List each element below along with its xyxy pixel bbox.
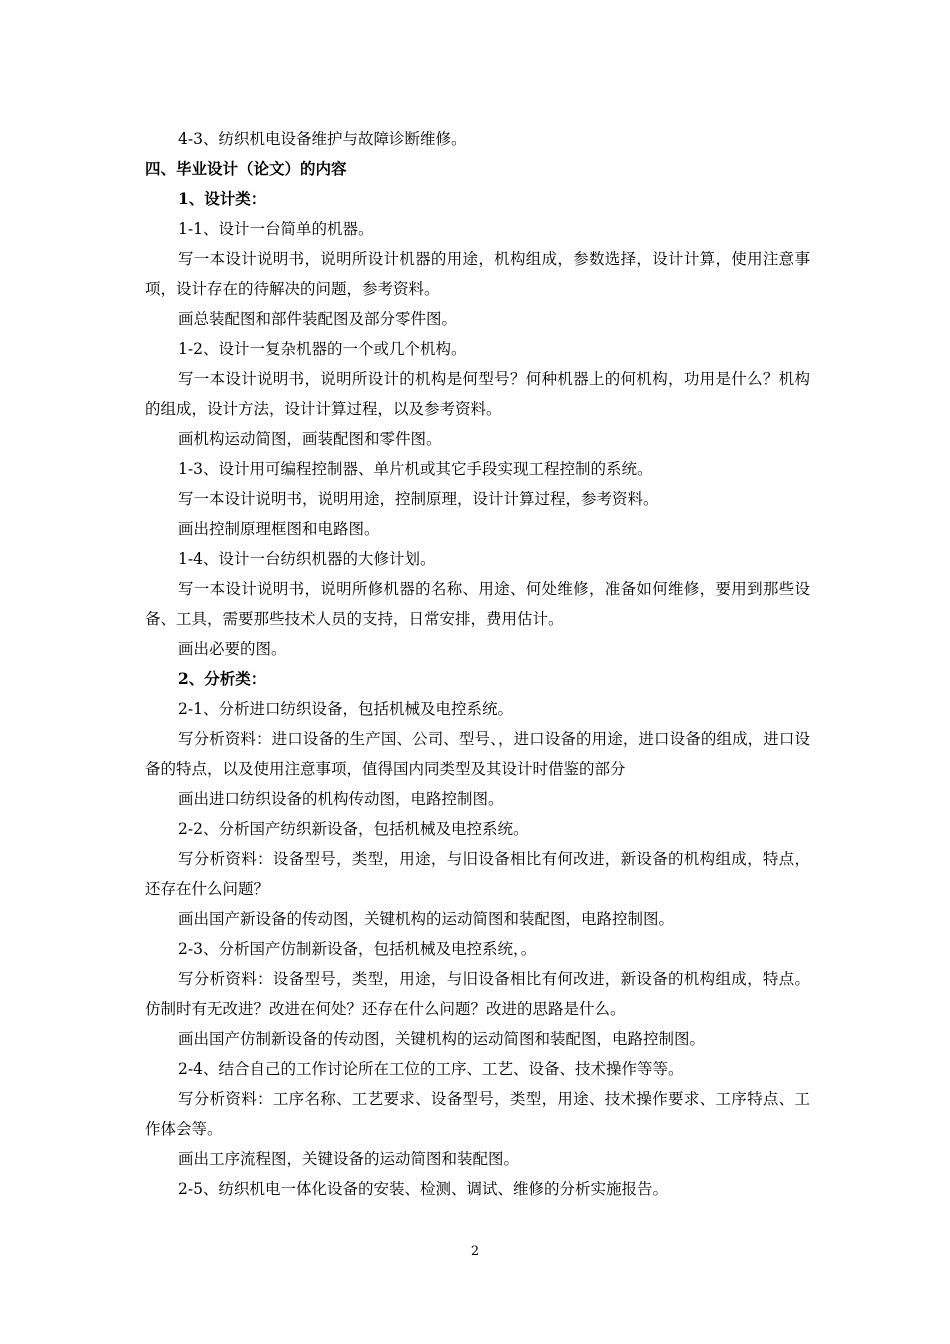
paragraph: 写一本设计说明书，说明所设计机器的用途，机构组成，参数选择，设计计算，使用注意事项，设计存在的待解决的问题，参考资料。 — [145, 250, 810, 298]
paragraph: 画出国产新设备的传动图，关键机构的运动简图和装配图，电路控制图。 — [178, 910, 675, 928]
paragraph: 画出国产仿制新设备的传动图，关键机构的运动简图和装配图，电路控制图。 — [178, 1030, 706, 1048]
paragraph: 画出工序流程图，关键设备的运动简图和装配图。 — [178, 1150, 520, 1168]
paragraph: 画出进口纺织设备的机构传动图，电路控制图。 — [178, 790, 504, 808]
paragraph: 写分析资料：工序名称、工艺要求、设备型号，类型，用途、技术操作要求、工序特点、工作体会等。 — [145, 1090, 810, 1138]
paragraph: 4-3、纺织机电设备维护与故障诊断维修。 — [178, 130, 467, 148]
paragraph: 画总装配图和部件装配图及部分零件图。 — [178, 310, 458, 328]
item-title: 2-1、分析进口纺织设备，包括机械及电控系统。 — [178, 700, 513, 718]
item-title: 2-5、纺织机电一体化设备的安装、检测、调试、维修的分析实施报告。 — [178, 1180, 668, 1198]
subsection-heading: 1、设计类： — [178, 189, 267, 208]
paragraph: 写分析资料：设备型号，类型，用途，与旧设备相比有何改进，新设备的机构组成，特点，还存在什么问题？ — [145, 850, 810, 898]
item-title: 1-4、设计一台纺织机器的大修计划。 — [178, 550, 436, 568]
item-title: 1-2、设计一复杂机器的一个或几个机构。 — [178, 340, 467, 358]
subsection-heading: 2、分析类： — [178, 669, 267, 688]
item-title: 1-1、设计一台简单的机器。 — [178, 220, 374, 238]
paragraph: 写一本设计说明书，说明用途，控制原理，设计计算过程，参考资料。 — [178, 490, 659, 508]
paragraph: 写分析资料：设备型号，类型，用途，与旧设备相比有何改进，新设备的机构组成，特点。仿制时有无改进？改进在何处？还存在什么问题？改进的思路是什么。 — [145, 970, 810, 1018]
section-heading: 四、毕业设计（论文）的内容 — [145, 159, 347, 178]
page-number: 2 — [470, 1244, 480, 1259]
paragraph: 写一本设计说明书，说明所设计的机构是何型号？何种机器上的何机构，功用是什么？机构的组成，设计方法，设计计算过程，以及参考资料。 — [145, 370, 810, 418]
item-title: 1-3、设计用可编程控制器、单片机或其它手段实现工程控制的系统。 — [178, 460, 653, 478]
item-title: 2-2、分析国产纺织新设备，包括机械及电控系统。 — [178, 820, 529, 838]
paragraph: 画出控制原理框图和电路图。 — [178, 520, 380, 538]
item-title: 2-4、结合自己的工作讨论所在工位的工序、工艺、设备、技术操作等等。 — [178, 1060, 684, 1078]
paragraph: 写分析资料：进口设备的生产国、公司、型号、，进口设备的用途，进口设备的组成，进口设备的特点，以及使用注意事项，值得国内同类型及其设计时借鉴的部分 — [145, 730, 810, 778]
paragraph: 写一本设计说明书，说明所修机器的名称、用途、何处维修，准备如何维修，要用到那些设备、工具，需要那些技术人员的支持，日常安排，费用估计。 — [145, 580, 810, 628]
paragraph: 画机构运动简图，画装配图和零件图。 — [178, 430, 442, 448]
item-title: 2-3、分析国产仿制新设备，包括机械及电控系统，。 — [178, 940, 537, 958]
page-content — [145, 124, 810, 1204]
paragraph: 画出必要的图。 — [178, 640, 287, 658]
